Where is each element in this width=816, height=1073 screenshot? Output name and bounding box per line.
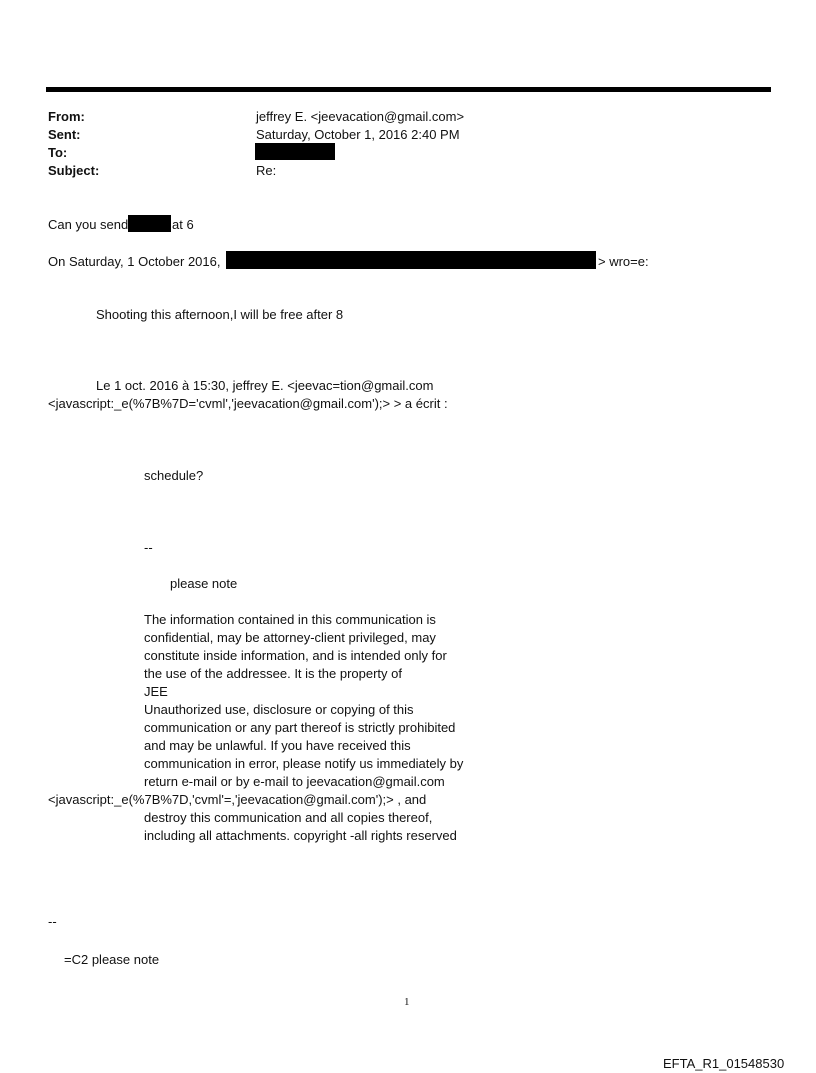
disclaimer-line: constitute inside information, and is intended only for	[144, 648, 447, 663]
header-rule	[46, 87, 771, 92]
send-line-end: at 6	[172, 217, 194, 232]
signature-dashes: --	[144, 540, 153, 555]
disclaimer-line: communication in error, please notify us immediately by	[144, 756, 464, 771]
subject-value: Re:	[256, 163, 277, 178]
from-label: From:	[48, 109, 85, 124]
disclaimer-line: Unauthorized use, disclosure or copying of this	[144, 702, 414, 717]
to-redaction	[255, 143, 335, 160]
disclaimer-line: destroy this communication and all copies thereof,	[144, 810, 433, 825]
disclaimer-line: confidential, may be attorney-client privileged, may	[144, 630, 436, 645]
disclaimer-line: The information contained in this communication is	[144, 612, 436, 627]
disclaimer-line: return e-mail or by e-mail to jeevacation@gmail.com	[144, 774, 445, 789]
subject-label: Subject:	[48, 163, 100, 178]
on-date-end: > wro=e:	[598, 254, 649, 269]
closing-dashes: --	[48, 914, 57, 929]
page-number: 1	[404, 996, 410, 1008]
schedule-line: schedule?	[144, 468, 204, 483]
le-line-2: <javascript:_e(%7B%7D='cvml','jeevacation@gmail.com');> > a écrit :	[48, 396, 448, 411]
disclaimer-line: and may be unlawful. If you have received this	[144, 738, 411, 753]
disclaimer-line: JEE	[144, 684, 168, 699]
bates-number: EFTA_R1_01548530	[663, 1056, 785, 1071]
javascript-line: <javascript:_e(%7B%7D,'cvml'=,'jeevacation@gmail.com');> , and	[48, 792, 427, 807]
from-value: jeffrey E. <jeevacation@gmail.com>	[256, 109, 465, 124]
sent-label: Sent:	[48, 127, 81, 142]
to-label: To:	[48, 145, 68, 160]
c2-note: =C2 please note	[64, 952, 160, 967]
send-redaction	[128, 215, 171, 232]
on-date-start: On Saturday, 1 October 2016,	[48, 254, 221, 269]
sent-value: Saturday, October 1, 2016 2:40 PM	[256, 127, 460, 142]
disclaimer-line: the use of the addressee. It is the property of	[144, 666, 402, 681]
please-note: please note	[170, 576, 238, 591]
shooting-line: Shooting this afternoon,I will be free after 8	[96, 307, 344, 322]
le-line-1: Le 1 oct. 2016 à 15:30, jeffrey E. <jeevac=tion@gmail.com	[96, 378, 434, 393]
disclaimer-line: including all attachments. copyright -all rights reserved	[144, 828, 457, 843]
disclaimer-line: communication or any part thereof is strictly prohibited	[144, 720, 456, 735]
send-line-start: Can you send	[48, 217, 129, 232]
sender-redaction	[226, 251, 596, 269]
